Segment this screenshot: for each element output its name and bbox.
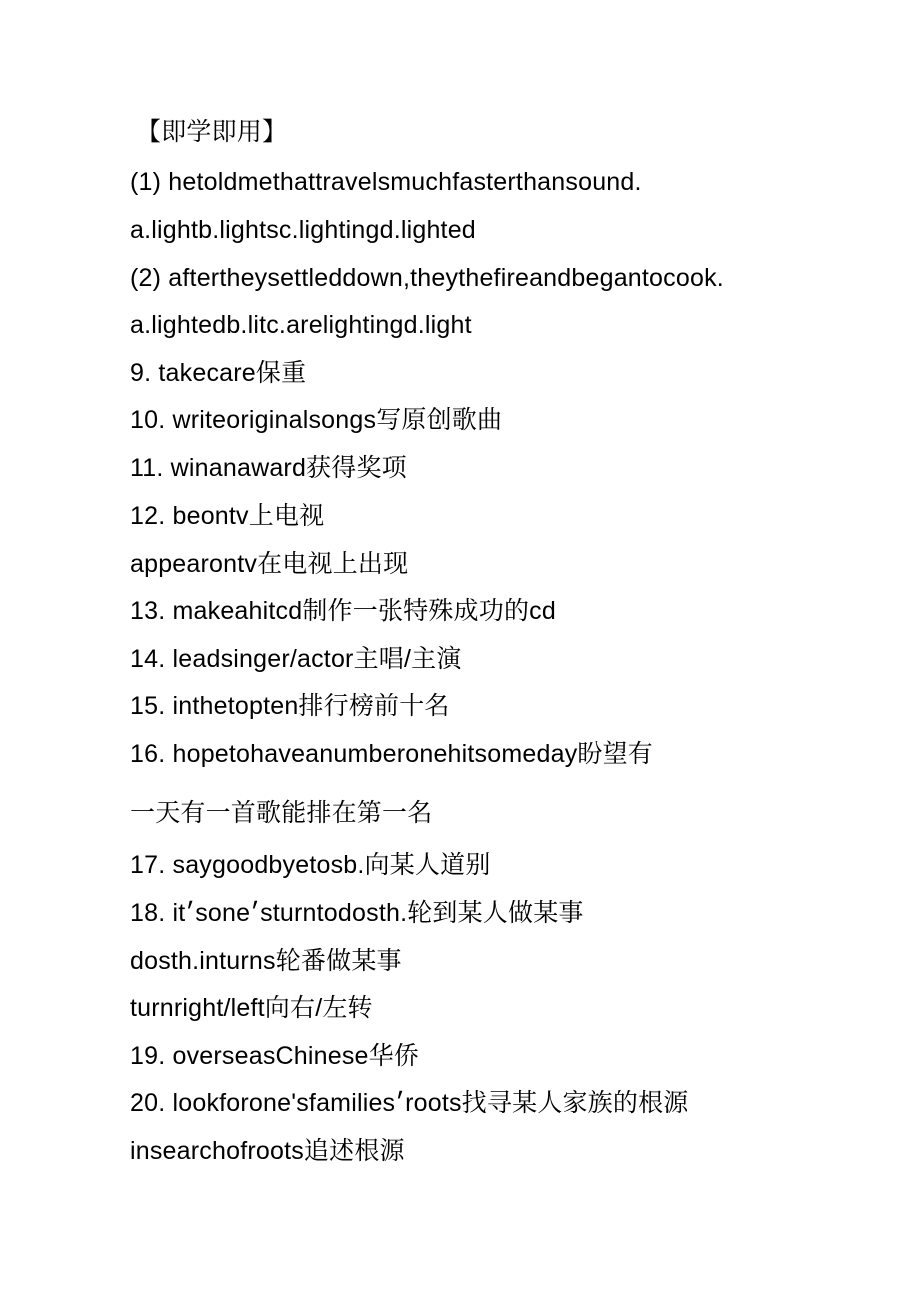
phrase-item-15: 15. inthetopten排行榜前十名 (130, 692, 450, 720)
phrase-item-16: 16. hopetohaveanumberonehitsomeday盼望有 (130, 740, 654, 768)
phrase-subitem-20: insearchofroots追述根源 (130, 1137, 405, 1165)
exercise-options-2: a.lightedb.litc.arelightingd.light (130, 311, 472, 339)
phrase-subitem-18a: dosth.inturns轮番做某事 (130, 947, 402, 975)
phrase-item-17: 17. saygoodbyetosb.向某人道别 (130, 851, 491, 879)
phrase-item-14: 14. leadsinger/actor主唱/主演 (130, 645, 462, 673)
exercise-question-1: (1) hetoldmethattravelsmuchfasterthansound. (130, 168, 642, 196)
phrase-subitem-12: appearontv在电视上出现 (130, 550, 409, 578)
phrase-item-9: 9. takecare保重 (130, 359, 307, 387)
phrase-item-16-continued: 一天有一首歌能排在第一名 (130, 799, 433, 827)
phrase-item-18: 18. it׳sone׳sturntodosth.轮到某人做某事 (130, 899, 584, 927)
phrase-item-13: 13. makeahitcd制作一张特殊成功的cd (130, 597, 556, 625)
exercise-question-2: (2) aftertheysettleddown,theythefireandbegantocook. (130, 264, 724, 292)
exercise-options-1: a.lightb.lightsc.lightingd.lighted (130, 216, 476, 244)
phrase-subitem-18b: turnright/left向右/左转 (130, 994, 373, 1022)
section-heading: 【即学即用】 (136, 118, 288, 146)
phrase-item-19: 19. overseasChinese华侨 (130, 1042, 420, 1070)
phrase-item-11: 11. winanaward获得奖项 (130, 454, 407, 482)
phrase-item-10: 10. writeoriginalsongs写原创歌曲 (130, 406, 503, 434)
phrase-item-12: 12. beontv上电视 (130, 502, 325, 530)
phrase-item-20: 20. lookforone'sfamilies׳roots找寻某人家族的根源 (130, 1089, 689, 1117)
